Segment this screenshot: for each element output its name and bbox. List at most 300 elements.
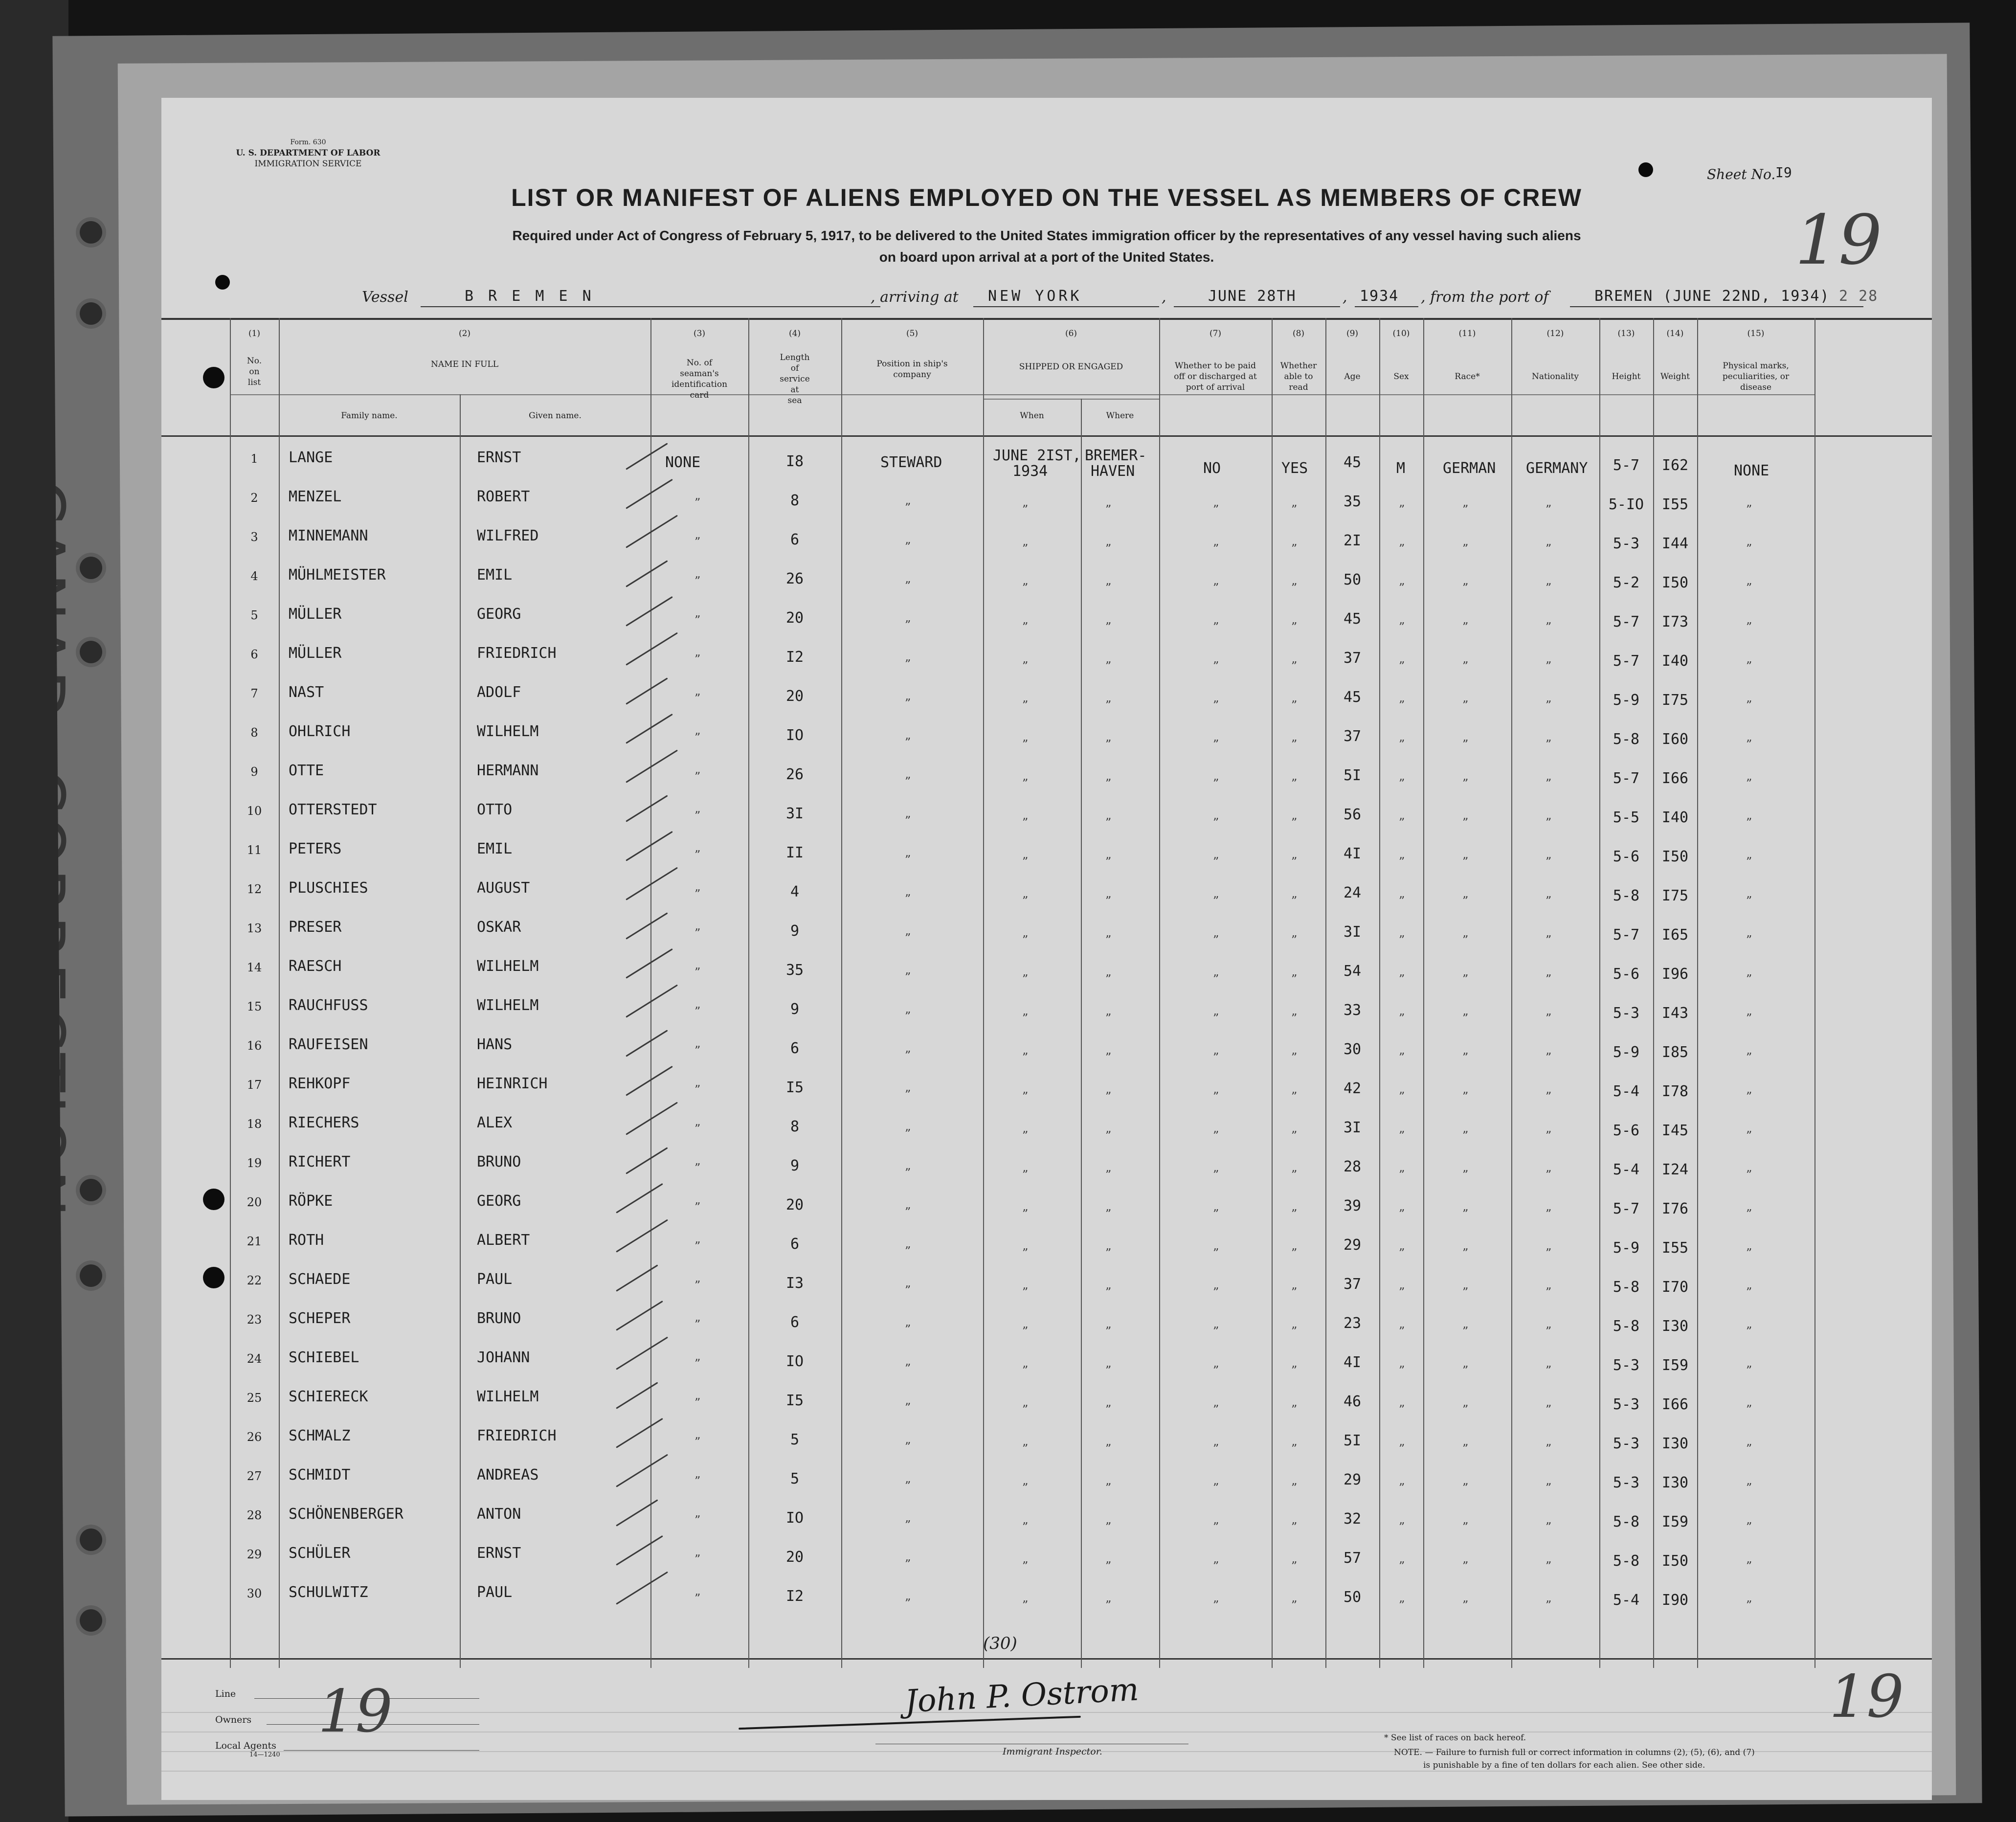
given-name: BRUNO xyxy=(477,1310,521,1327)
weight-value: I40 xyxy=(1661,652,1689,670)
header-position: Position in ship's company xyxy=(876,359,948,380)
weight-value: I76 xyxy=(1661,1200,1689,1217)
service-years: 9 xyxy=(790,922,800,940)
ditto-mark: ” xyxy=(1746,620,1752,634)
row-number: 13 xyxy=(246,922,262,935)
punch-hole xyxy=(80,221,102,244)
height-value: 5-IO xyxy=(1608,496,1644,513)
height-value: 5-4 xyxy=(1613,1083,1640,1100)
ditto-mark: ” xyxy=(1746,738,1752,751)
ditto-mark: ” xyxy=(694,613,701,627)
ditto-mark: ” xyxy=(1462,1364,1469,1377)
ditto-mark: ” xyxy=(694,1161,701,1175)
weight-value: I59 xyxy=(1661,1357,1689,1374)
weight-value: I40 xyxy=(1661,809,1689,826)
ditto-mark: ” xyxy=(1546,1520,1552,1534)
ditto-mark: ” xyxy=(905,618,911,632)
row-number: 7 xyxy=(250,687,258,700)
family-name: OTTE xyxy=(289,762,324,779)
ditto-mark: ” xyxy=(1213,894,1219,908)
height-value: 5-9 xyxy=(1613,692,1640,709)
ditto-mark: ” xyxy=(905,1283,911,1297)
height-value: 5-8 xyxy=(1613,1279,1640,1296)
ditto-mark: ” xyxy=(1105,1403,1112,1417)
family-name: ROTH xyxy=(289,1232,324,1249)
ditto-mark: ” xyxy=(1213,855,1219,869)
ditto-mark: ” xyxy=(1291,777,1298,790)
local-agents-label: Local Agents xyxy=(215,1740,276,1751)
service-years: 20 xyxy=(785,609,804,627)
ditto-mark: ” xyxy=(1291,1207,1298,1221)
ditto-mark: ” xyxy=(1105,894,1112,908)
ditto-mark: ” xyxy=(1213,1051,1219,1064)
ditto-mark: ” xyxy=(1546,1364,1552,1377)
age-value: 5I xyxy=(1343,767,1362,784)
age-value: 37 xyxy=(1343,1276,1362,1293)
vessel-line: Vessel B R E M E N , arriving at NEW YORK , JUNE 28TH , 1934 , from the port of BREMEN (JUNE 22ND, 1934) 2 28 xyxy=(161,284,1932,313)
ditto-mark: ” xyxy=(1022,1246,1029,1260)
ditto-mark: ” xyxy=(1746,1403,1752,1417)
ditto-mark: ” xyxy=(1546,1285,1552,1299)
fine-note: NOTE. — Failure to furnish full or correct information in columns (2), (5), (6), and (7) xyxy=(1394,1748,1755,1757)
ditto-mark: ” xyxy=(1213,1285,1219,1299)
given-name: ADOLF xyxy=(477,684,521,701)
ditto-mark: ” xyxy=(905,814,911,828)
given-name: ERNST xyxy=(477,1545,521,1562)
ditto-mark: ” xyxy=(1546,855,1552,869)
age-value: 33 xyxy=(1343,1002,1362,1019)
ditto-mark: ” xyxy=(1105,1481,1112,1495)
handwritten-number: 19 xyxy=(318,1678,393,1746)
service-years: I8 xyxy=(785,453,804,470)
races-note: * See list of races on back hereof. xyxy=(1384,1733,1526,1743)
service-years: 20 xyxy=(785,688,804,705)
ditto-mark: ” xyxy=(1291,816,1298,830)
ditto-mark: ” xyxy=(1291,1090,1298,1103)
height-value: 5-8 xyxy=(1613,731,1640,748)
ditto-mark: ” xyxy=(1022,1598,1029,1612)
height-value: 5-7 xyxy=(1613,652,1640,670)
ditto-mark: ” xyxy=(694,887,701,901)
family-name: RIECHERS xyxy=(289,1114,359,1131)
ditto-mark: ” xyxy=(694,1396,701,1410)
total-count: (30) xyxy=(983,1634,1017,1653)
ditto-mark: ” xyxy=(1105,698,1112,712)
vessel-line-suffix: 2 28 xyxy=(1839,288,1879,305)
side-stamp: CANAD. CORRECTION xyxy=(4,479,78,1220)
height-value: 5-2 xyxy=(1613,574,1640,591)
age-value: 3I xyxy=(1343,923,1362,941)
header-height: Height xyxy=(1612,372,1641,382)
ditto-mark: ” xyxy=(1291,659,1298,673)
service-years: I2 xyxy=(785,1588,804,1605)
family-name: SCHULWITZ xyxy=(289,1584,368,1601)
ditto-mark: ” xyxy=(1746,1012,1752,1025)
ditto-mark: ” xyxy=(1399,1442,1405,1456)
ditto-mark: ” xyxy=(1546,1403,1552,1417)
weight-value: I66 xyxy=(1661,1396,1689,1413)
ditto-mark: ” xyxy=(1291,1129,1298,1143)
ditto-mark: ” xyxy=(1546,503,1552,517)
family-name: OTTERSTEDT xyxy=(289,801,377,818)
header-sex: Sex xyxy=(1393,372,1409,382)
height-value: 5-3 xyxy=(1613,1357,1640,1374)
punch-hole xyxy=(80,557,102,579)
column-number: (11) xyxy=(1458,329,1476,338)
sheet-number-label: Sheet No. xyxy=(1707,166,1776,182)
ditto-mark: ” xyxy=(905,1401,911,1415)
ditto-mark: ” xyxy=(1399,855,1405,869)
service-years: 9 xyxy=(790,1001,800,1018)
given-name: EMIL xyxy=(477,566,513,584)
ditto-mark: ” xyxy=(905,1597,911,1610)
ditto-mark: ” xyxy=(1022,1207,1029,1221)
age-value: 45 xyxy=(1343,689,1362,706)
ditto-mark: ” xyxy=(1462,1207,1469,1221)
service-years: I5 xyxy=(785,1079,804,1096)
ditto-mark: ” xyxy=(1399,777,1405,790)
family-name: RAUCHFUSS xyxy=(289,997,368,1014)
ditto-mark: ” xyxy=(905,1323,911,1336)
shipped-when-line2: 1934 xyxy=(1012,463,1048,480)
ditto-mark: ” xyxy=(1462,1598,1469,1612)
ditto-mark: ” xyxy=(905,1362,911,1375)
row-number: 21 xyxy=(246,1235,262,1248)
ditto-mark: ” xyxy=(1462,1403,1469,1417)
ditto-mark: ” xyxy=(1022,933,1029,947)
ditto-mark: ” xyxy=(1462,1285,1469,1299)
ditto-mark: ” xyxy=(1291,542,1298,556)
ditto-mark: ” xyxy=(694,1083,701,1097)
weight-value: I24 xyxy=(1661,1161,1689,1178)
ditto-mark: ” xyxy=(1022,1442,1029,1456)
age-value: 29 xyxy=(1343,1237,1362,1254)
ditto-mark: ” xyxy=(1291,855,1298,869)
arrival-port: NEW YORK xyxy=(988,288,1082,305)
height-value: 5-9 xyxy=(1613,1044,1640,1061)
ditto-mark: ” xyxy=(1022,738,1029,751)
arriving-label: , arriving at xyxy=(871,289,959,306)
ditto-mark: ” xyxy=(1462,1168,1469,1182)
ditto-mark: ” xyxy=(905,1557,911,1571)
ditto-mark: ” xyxy=(1462,503,1469,517)
ditto-mark: ” xyxy=(1399,1325,1405,1338)
family-name: PETERS xyxy=(289,840,342,857)
age-value: 29 xyxy=(1343,1471,1362,1488)
ditto-mark: ” xyxy=(1022,581,1029,595)
ditto-mark: ” xyxy=(1213,659,1219,673)
row-number: 22 xyxy=(246,1274,262,1287)
ditto-mark: ” xyxy=(1462,659,1469,673)
ditto-mark: ” xyxy=(1105,1090,1112,1103)
ditto-mark: ” xyxy=(1399,1051,1405,1064)
column-number: (2) xyxy=(458,329,471,338)
ditto-mark: ” xyxy=(1105,1012,1112,1025)
ditto-mark: ” xyxy=(1546,1090,1552,1103)
header-physical-marks: Physical marks, peculiarities, or disease xyxy=(1722,361,1790,392)
weight-value: I30 xyxy=(1661,1474,1689,1491)
ditto-mark: ” xyxy=(1746,1598,1752,1612)
ditto-mark: ” xyxy=(1399,1520,1405,1534)
given-name: HANS xyxy=(477,1036,513,1053)
row-number: 19 xyxy=(246,1156,262,1170)
ditto-mark: ” xyxy=(1105,1598,1112,1612)
weight-value: I70 xyxy=(1661,1279,1689,1296)
given-name: GEORG xyxy=(477,1192,521,1210)
page-title: LIST OR MANIFEST OF ALIENS EMPLOYED ON THE VESSEL AS MEMBERS OF CREW xyxy=(511,184,1582,211)
family-name: SCHEPER xyxy=(289,1310,351,1327)
service-years: I2 xyxy=(785,649,804,666)
ditto-mark: ” xyxy=(1399,698,1405,712)
ditto-mark: ” xyxy=(1022,620,1029,634)
ditto-mark: ” xyxy=(1746,1520,1752,1534)
height-value: 5-4 xyxy=(1613,1161,1640,1178)
ditto-mark: ” xyxy=(1399,581,1405,595)
ditto-mark: ” xyxy=(1746,1285,1752,1299)
ditto-mark: ” xyxy=(1546,1129,1552,1143)
ditto-mark: ” xyxy=(1746,972,1752,986)
ditto-mark: ” xyxy=(1213,816,1219,830)
header-shipped-or-engaged: SHIPPED OR ENGAGED xyxy=(1019,362,1123,372)
ditto-mark: ” xyxy=(1291,1403,1298,1417)
header-weight: Weight xyxy=(1660,372,1690,382)
ditto-mark: ” xyxy=(1462,620,1469,634)
ditto-mark: ” xyxy=(1746,816,1752,830)
given-name: FRIEDRICH xyxy=(477,645,557,662)
weight-value: I50 xyxy=(1661,848,1689,865)
column-number: (4) xyxy=(788,329,801,338)
row-number: 30 xyxy=(246,1587,262,1600)
height-value: 5-9 xyxy=(1613,1239,1640,1257)
ditto-mark: ” xyxy=(1213,1012,1219,1025)
ditto-mark: ” xyxy=(694,1592,701,1605)
page-subtitle xyxy=(372,225,1722,268)
given-name: WILHELM xyxy=(477,958,539,975)
ditto-mark: ” xyxy=(1746,581,1752,595)
age-value: 39 xyxy=(1343,1197,1362,1215)
column-number: (3) xyxy=(693,329,706,338)
ditto-mark: ” xyxy=(1291,1481,1298,1495)
weight-value: I44 xyxy=(1661,535,1689,552)
weight-value: I50 xyxy=(1661,1552,1689,1570)
given-name: AUGUST xyxy=(477,879,530,897)
ditto-mark: ” xyxy=(1105,1520,1112,1534)
given-name: OSKAR xyxy=(477,919,521,936)
nationality-value: GERMANY xyxy=(1526,460,1588,477)
height-value: 5-3 xyxy=(1613,1435,1640,1452)
from-port-label: , from the port of xyxy=(1421,289,1549,306)
row-number: 24 xyxy=(246,1352,262,1366)
family-name: SCHÜLER xyxy=(289,1545,351,1562)
ditto-mark: ” xyxy=(1546,972,1552,986)
row-number: 2 xyxy=(250,491,258,505)
crew-manifest-table xyxy=(161,318,1932,1668)
weight-value: I55 xyxy=(1661,1239,1689,1257)
ditto-mark: ” xyxy=(1546,777,1552,790)
row-number: 12 xyxy=(246,882,262,896)
owners-label: Owners xyxy=(215,1714,252,1725)
race-value: GERMAN xyxy=(1443,460,1496,477)
age-value: 42 xyxy=(1343,1080,1362,1097)
ditto-mark: ” xyxy=(1399,1403,1405,1417)
ditto-mark: ” xyxy=(1105,1246,1112,1260)
ditto-mark: ” xyxy=(694,496,701,510)
weight-value: I59 xyxy=(1661,1513,1689,1530)
department-name: U. S. DEPARTMENT OF LABOR xyxy=(236,148,381,158)
column-number: (10) xyxy=(1392,329,1410,338)
ditto-mark: ” xyxy=(1546,1051,1552,1064)
ditto-mark: ” xyxy=(1213,1598,1219,1612)
ditto-mark: ” xyxy=(905,736,911,749)
family-name: MÜHLMEISTER xyxy=(289,566,386,584)
ditto-mark: ” xyxy=(1546,1246,1552,1260)
ditto-mark: ” xyxy=(1462,1325,1469,1338)
ditto-mark: ” xyxy=(1746,933,1752,947)
line-label: Line xyxy=(215,1688,236,1699)
given-name: HEINRICH xyxy=(477,1075,548,1092)
weight-value: I62 xyxy=(1661,457,1689,474)
ditto-mark: ” xyxy=(1399,1246,1405,1260)
service-years: 8 xyxy=(790,492,800,509)
service-years: I3 xyxy=(785,1275,804,1292)
ditto-mark: ” xyxy=(1399,503,1405,517)
ditto-mark: ” xyxy=(1546,894,1552,908)
given-name: WILFRED xyxy=(477,527,539,544)
ditto-mark: ” xyxy=(1399,1012,1405,1025)
ditto-mark: ” xyxy=(694,574,701,588)
arrival-year: 1934 xyxy=(1360,288,1399,305)
ditto-mark: ” xyxy=(1291,1246,1298,1260)
ditto-mark: ” xyxy=(1291,1442,1298,1456)
ditto-mark: ” xyxy=(1105,503,1112,517)
ditto-mark: ” xyxy=(1546,738,1552,751)
ditto-mark: ” xyxy=(1213,698,1219,712)
given-name: GEORG xyxy=(477,606,521,623)
ditto-mark: ” xyxy=(1546,1207,1552,1221)
ditto-mark: ” xyxy=(1546,620,1552,634)
ditto-mark: ” xyxy=(1105,659,1112,673)
ditto-mark: ” xyxy=(1746,855,1752,869)
ditto-mark: ” xyxy=(1213,620,1219,634)
ditto-mark: ” xyxy=(1746,503,1752,517)
ditto-mark: ” xyxy=(1022,1481,1029,1495)
age-value: 57 xyxy=(1343,1550,1362,1567)
ditto-mark: ” xyxy=(1399,542,1405,556)
ditto-mark: ” xyxy=(1291,698,1298,712)
weight-value: I60 xyxy=(1661,731,1689,748)
weight-value: I90 xyxy=(1661,1592,1689,1609)
ditto-mark: ” xyxy=(1022,542,1029,556)
given-name: ALEX xyxy=(477,1114,513,1131)
ditto-mark: ” xyxy=(1399,1285,1405,1299)
header-nationality: Nationality xyxy=(1532,372,1579,382)
service-years: 20 xyxy=(785,1549,804,1566)
shipped-where-line1: BREMER- xyxy=(1085,447,1147,464)
service-years: 35 xyxy=(785,962,804,979)
age-value: 35 xyxy=(1343,493,1362,510)
ditto-mark: ” xyxy=(1399,1090,1405,1103)
age-value: 28 xyxy=(1343,1158,1362,1175)
ditto-mark: ” xyxy=(1213,1325,1219,1338)
ditto-mark: ” xyxy=(1746,1559,1752,1573)
weight-value: I96 xyxy=(1661,966,1689,983)
ditto-mark: ” xyxy=(1546,1598,1552,1612)
family-name: SCHMALZ xyxy=(289,1427,351,1444)
ditto-mark: ” xyxy=(1022,972,1029,986)
ditto-mark: ” xyxy=(1746,1246,1752,1260)
ditto-mark: ” xyxy=(1105,581,1112,595)
weight-value: I30 xyxy=(1661,1435,1689,1452)
ditto-mark: ” xyxy=(905,1518,911,1532)
age-value: 23 xyxy=(1343,1315,1362,1332)
ditto-mark: ” xyxy=(1022,777,1029,790)
age-value: 4I xyxy=(1343,1354,1362,1371)
ditto-mark: ” xyxy=(905,1127,911,1141)
given-name: OTTO xyxy=(477,801,513,818)
height-value: 5-8 xyxy=(1613,1513,1640,1530)
ditto-mark: ” xyxy=(1546,816,1552,830)
header-when: When xyxy=(1020,411,1044,421)
vessel-label: Vessel xyxy=(362,289,408,306)
weight-value: I43 xyxy=(1661,1005,1689,1022)
ditto-mark: ” xyxy=(1462,894,1469,908)
ditto-mark: ” xyxy=(905,1440,911,1454)
ditto-mark: ” xyxy=(1399,738,1405,751)
ditto-mark: ” xyxy=(1105,1207,1112,1221)
service-years: I5 xyxy=(785,1392,804,1409)
height-value: 5-7 xyxy=(1613,926,1640,944)
ditto-mark: ” xyxy=(1105,933,1112,947)
punch-hole xyxy=(80,1179,102,1201)
age-value: 30 xyxy=(1343,1041,1362,1058)
ditto-mark: ” xyxy=(1213,933,1219,947)
weight-value: I55 xyxy=(1661,496,1689,513)
ditto-mark: ” xyxy=(1022,1559,1029,1573)
column-number: (1) xyxy=(248,329,261,338)
height-value: 5-7 xyxy=(1613,457,1640,474)
family-name: SCHÖNENBERGER xyxy=(289,1506,403,1523)
inspector-label: Immigrant Inspector. xyxy=(1003,1746,1102,1757)
ditto-mark: ” xyxy=(1022,1051,1029,1064)
family-name: SCHIERECK xyxy=(289,1388,368,1405)
family-name: SCHAEDE xyxy=(289,1271,351,1288)
column-number: (13) xyxy=(1617,329,1635,338)
family-name: RÖPKE xyxy=(289,1192,333,1210)
weight-value: I65 xyxy=(1661,926,1689,944)
header-age: Age xyxy=(1344,372,1361,382)
ditto-mark: ” xyxy=(694,731,701,744)
form-info xyxy=(225,137,391,169)
header-id-card: No. of seaman's identification card xyxy=(671,358,728,400)
position-value: STEWARD xyxy=(880,454,942,471)
ditto-mark: ” xyxy=(1291,1559,1298,1573)
family-name: RAESCH xyxy=(289,958,342,975)
given-name: PAUL xyxy=(477,1271,513,1288)
ditto-mark: ” xyxy=(1462,1520,1469,1534)
ditto-mark: ” xyxy=(1213,1090,1219,1103)
service-years: IO xyxy=(785,1509,804,1527)
family-name: MINNEMANN xyxy=(289,527,368,544)
able-to-read-value: YES xyxy=(1281,460,1308,477)
service-years: II xyxy=(785,844,804,861)
handwritten-number: 19 xyxy=(1829,1663,1904,1731)
ditto-mark: ” xyxy=(1399,1168,1405,1182)
service-years: 6 xyxy=(790,531,800,548)
shipped-where-line2: HAVEN xyxy=(1091,463,1135,480)
ditto-mark: ” xyxy=(905,970,911,984)
ditto-mark: ” xyxy=(905,853,911,867)
ditto-mark: ” xyxy=(1105,777,1112,790)
